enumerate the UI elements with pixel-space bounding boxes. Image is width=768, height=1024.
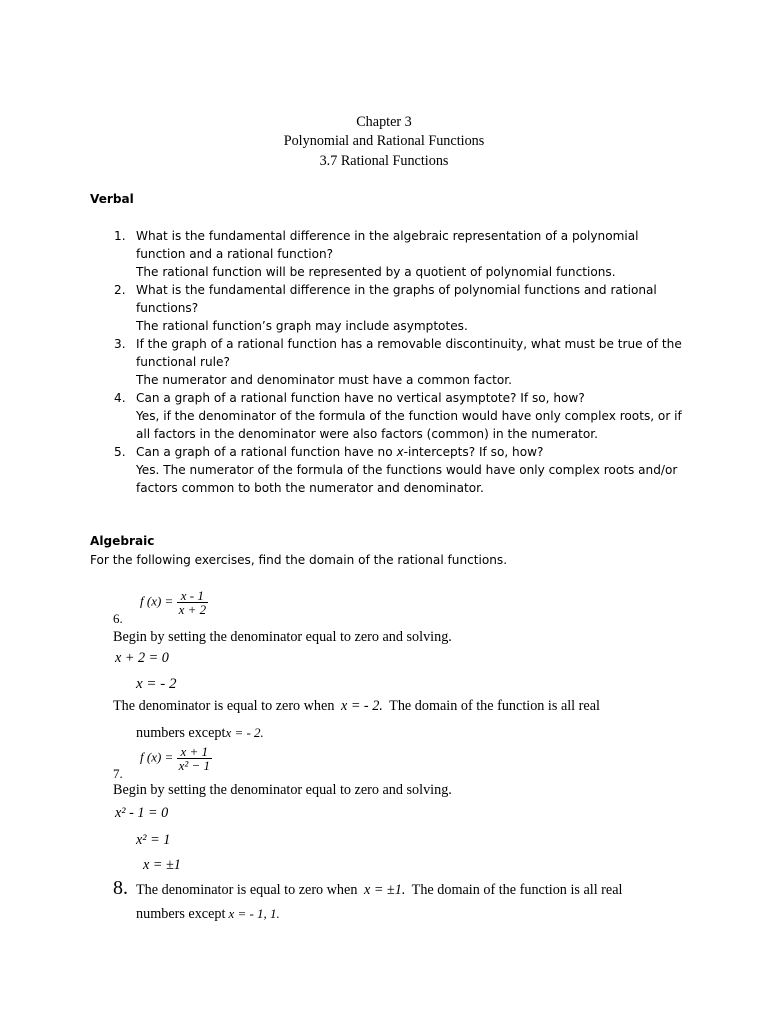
list-item [114,335,690,389]
exercise-6-except: numbers exceptx = - 2. [136,725,264,741]
answer-text: The rational function’s graph may include asymptotes. [136,319,468,333]
exercise-6-equation-1: x + 2 = 0 [115,650,169,666]
algebraic-intro: For the following exercises, find the domain of the rational functions. [90,553,508,567]
list-item [114,281,690,335]
denominator: x + 2 [178,602,207,617]
exercise-7-equation-2: x² = 1 [136,832,171,848]
answer-text: The numerator and denominator must have a common factor. [136,373,512,387]
page-header [0,113,768,171]
question-text: If the graph of a rational function has a removable discontinuity, what must be true of the functional rule? [136,337,682,369]
item-number: 3. [114,337,126,351]
function-lhs: f (x) = [140,749,174,765]
question-text: Can a graph of a rational function have no x-intercepts? If so, how? [136,445,544,459]
fraction [177,745,212,772]
answer-text: Yes, if the denominator of the formula of the function would have only complex roots, or if all factors in the denominator were also factors (common) in the numerator. [136,409,682,441]
exercise-6-equation-2: x = - 2 [136,676,177,692]
verbal-list [90,227,690,497]
algebraic-heading: Algebraic [90,534,155,548]
item-number: 1. [114,229,126,243]
answer-text: The rational function will be represented by a quotient of polynomial functions. [136,265,616,279]
numerator: x - 1 [180,588,204,603]
exercise-6-number: 6. [113,611,123,626]
exercise-7-except: numbers except x = - 1, 1. [136,906,280,922]
exercise-8-number: 8. [113,877,128,899]
answer-text: Yes. The numerator of the formula of the functions would have only complex roots and/or factors common to both the numerator and denominator. [136,463,678,495]
exercise-6-conclusion: The denominator is equal to zero when x = - 2. The domain of the function is all real [113,698,600,714]
exercise-7-step: Begin by setting the denominator equal to zero and solving. [113,782,452,798]
fraction [177,589,209,616]
question-text: What is the fundamental difference in the algebraic representation of a polynomial function and a rational function? [136,229,639,261]
item-number: 5. [114,445,126,459]
exercise-7-function [140,745,212,772]
item-number: 2. [114,283,126,297]
except-value: x = - 2. [225,725,264,740]
exercise-7-equation-3: x = ±1 [143,857,181,873]
question-text: Can a graph of a rational function have no vertical asymptote? If so, how? [136,391,585,405]
exercise-7-equation-1: x² - 1 = 0 [115,805,169,821]
exercise-7-conclusion: The denominator is equal to zero when x = ±1. The domain of the function is all real [136,882,623,898]
item-number: 4. [114,391,126,405]
verbal-heading: Verbal [90,192,134,206]
section-title: 3.7 Rational Functions [319,152,449,169]
except-value: x = - 1, 1. [228,906,280,921]
function-lhs: f (x) = [140,593,174,609]
exercise-7-number: 7. [113,766,123,781]
list-item [114,389,690,443]
chapter-label: Chapter 3 [356,114,412,130]
chapter-title: Polynomial and Rational Functions [283,133,485,150]
exercise-6-step: Begin by setting the denominator equal to zero and solving. [113,629,452,645]
exercise-6-function [140,589,208,616]
numerator: x + 1 [180,744,209,759]
question-text: What is the fundamental difference in the graphs of polynomial functions and rational functions? [136,283,657,315]
conclusion-value: x = - 2. [340,698,383,714]
list-item [114,227,690,281]
denominator: x² − 1 [178,758,211,773]
conclusion-value: x = ±1. [363,882,406,898]
list-item [114,443,690,497]
